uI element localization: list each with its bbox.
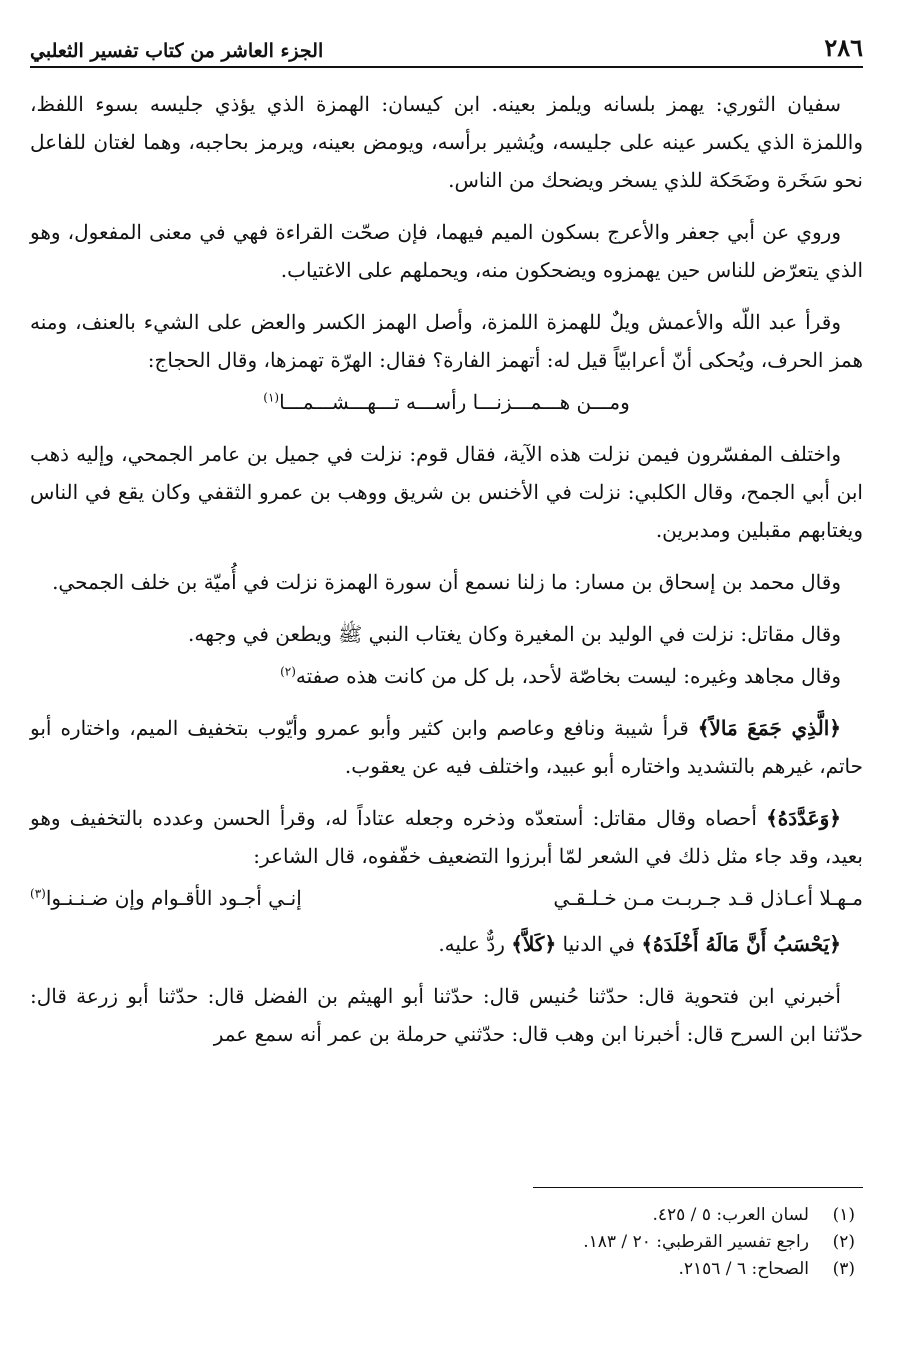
verse-first-hemistich: مـهـلا أعـاذل قـد جـربـت مـن خـلـقـي bbox=[553, 886, 863, 910]
footnote-ref-1: (١) bbox=[263, 390, 280, 405]
poetry-verse-couplet bbox=[30, 879, 863, 917]
text-end: ردٌّ عليه. bbox=[438, 932, 512, 956]
footnote-item bbox=[255, 1256, 855, 1283]
paragraph-ibn-ishaq: وقال محمد بن إسحاق بن مسار: ما زلنا نسمع أن سورة الهمزة نزلت في أُميّة بن خلف الجمحي. bbox=[52, 570, 841, 594]
paragraph-yahsabu bbox=[30, 925, 863, 963]
paragraph-ikhtalaf: واختلف المفسّرون فيمن نزلت هذه الآية، فقال قوم: نزلت في جميل بن عامر الجمحي، وإليه ذهب ابن أبي الجمح، وقال الكلبي: نزلت في الأخنس بن شريق ووهب بن عمرو الثقفي وكان يقع في الناس ويغتابهم مقبلين ومدبرين. bbox=[30, 442, 863, 542]
verse-second-hemistich bbox=[30, 879, 302, 917]
main-text bbox=[30, 85, 863, 1067]
page-number: ٢٨٦ bbox=[824, 33, 863, 62]
page-header bbox=[30, 22, 863, 68]
paragraph-isnad: أخبرني ابن فتحوية قال: حدّثنا حُنيس قال: حدّثنا أبو الهيثم بن الفضل قال: حدّثنا أبو زرعة قال: حدّثنا ابن السرح قال: أخبرنا ابن وهب قال: حدّثني حرملة بن عمر أنه سمع عمر bbox=[30, 984, 863, 1046]
quran-quote: ﴿الَّذِي جَمَعَ مَالاً﴾ bbox=[697, 716, 841, 740]
footnote-item bbox=[255, 1229, 855, 1256]
verse-second-text: إنـي أجـود الأقـوام وإن ضـنـنـوا bbox=[45, 886, 302, 910]
paragraph-text: أحصاه وقال مقاتل: أستعدّه وذخره وجعله عتاداً له، وقرأ الحسن وعدده بالتخفيف وهو بعيد، وقد جاء مثل ذلك في الشعر لمّا أبرزوا التضعيف خفّفوه، قال الشاعر: bbox=[30, 806, 863, 868]
paragraph-sufyan: سفيان الثوري: يهمز بلسانه ويلمز بعينه. ابن كيسان: الهمزة الذي يؤذي جليسه بسوء اللفظ، واللمزة الذي يكسر عينه على جليسه، ويُشير برأسه، ويومض بعينه، ويرمز بحاجبه، وهما لغتان للفاعل نحو سَخَرة وضَحَكة للذي يسخر ويضحك من الناس. bbox=[30, 92, 863, 192]
footnote-text: لسان العرب: ٥ / ٤٢٥. bbox=[652, 1205, 809, 1225]
footnote-number: (٢) bbox=[832, 1232, 855, 1252]
quran-quote-kalla: ﴿كَلاَّ﴾ bbox=[511, 932, 557, 956]
verse-text: ومـــن هـــمـــزنـــا رأســـه تـــهـــشـــمـــا bbox=[279, 390, 630, 414]
footnote-ref-2: (٢) bbox=[280, 664, 296, 679]
paragraph-abdullah: وقرأ عبد اللّه والأعمش ويلٌ للهمزة اللمزة، وأصل الهمز الكسر والعض على الشيء بالعنف، ومنه همز الحرف، ويُحكى أنّ أعرابيّاً قيل له: أتهمز الفارة؟ فقال: الهرّة تهمزها، وقال الحجاج: bbox=[30, 310, 863, 372]
footnote-ref-3: (٣) bbox=[30, 886, 46, 901]
quran-quote: ﴿وَعَدَّدَهُ﴾ bbox=[766, 806, 841, 830]
paragraph-mujahid bbox=[30, 657, 863, 695]
paragraph-muqatil: وقال مقاتل: نزلت في الوليد بن المغيرة وكان يغتاب النبي ﷺ ويطعن في وجهه. bbox=[188, 622, 841, 646]
footnote-number: (٣) bbox=[832, 1259, 855, 1279]
text-mid: في الدنيا bbox=[556, 932, 642, 956]
running-title: الجزء العاشر من كتاب تفسير الثعلبي bbox=[30, 40, 324, 62]
poetry-verse-hajjaj bbox=[30, 383, 863, 421]
footnote-number: (١) bbox=[832, 1205, 855, 1225]
footnote-text: راجع تفسير القرطبي: ٢٠ / ١٨٣. bbox=[583, 1232, 809, 1252]
paragraph-text: قرأ شيبة ونافع وعاصم وابن كثير وأبو عمرو وأيّوب بتخفيف الميم، واختاره أبو حاتم، غيرهم بالتشديد واختاره أبو عبيد، واختلف فيه عن يعقوب. bbox=[30, 716, 863, 778]
footnote-separator bbox=[533, 1187, 863, 1188]
paragraph-abu-jafar: وروي عن أبي جعفر والأعرج بسكون الميم فيهما، فإن صحّت القراءة فهي في معنى المفعول، وهو الذي يتعرّض للناس حين يهمزوه ويضحكون منه، ويحملهم على الاغتياب. bbox=[30, 220, 863, 282]
footnote-item bbox=[255, 1202, 855, 1229]
mujahid-text: وقال مجاهد وغيره: ليست بخاصّة لأحد، بل كل من كانت هذه صفته bbox=[295, 664, 841, 688]
footnotes bbox=[255, 1202, 855, 1283]
paragraph-jama-mala bbox=[30, 709, 863, 785]
quran-quote: ﴿يَحْسَبُ أَنَّ مَالَهُ أَخْلَدَهُ﴾ bbox=[641, 932, 841, 956]
paragraph-addadah bbox=[30, 799, 863, 875]
footnote-text: الصحاح: ٦ / ٢١٥٦. bbox=[678, 1259, 809, 1279]
